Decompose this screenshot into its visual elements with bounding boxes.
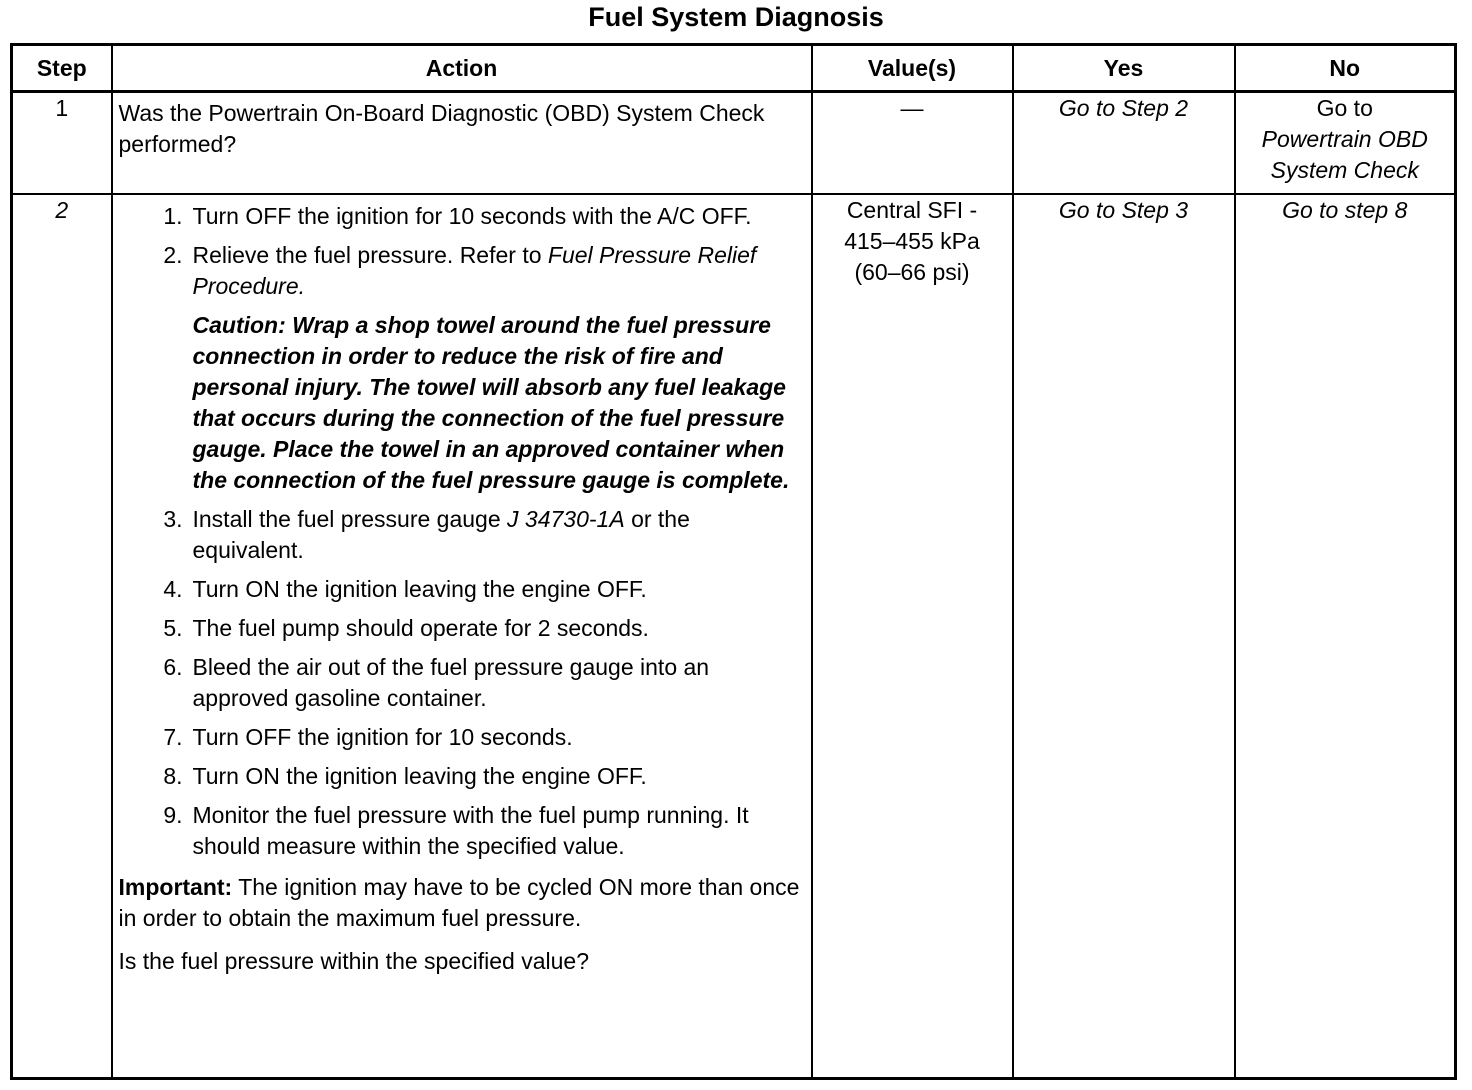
value-line: 415–455 kPa xyxy=(844,228,980,254)
header-no: No xyxy=(1235,45,1456,92)
tool-reference: J 34730-1A xyxy=(507,506,625,532)
list-item xyxy=(149,652,805,714)
item-text: Turn ON the ignition leaving the engine OFF. xyxy=(192,576,647,602)
item-number: 5. xyxy=(163,615,183,641)
item-number: 4. xyxy=(163,576,183,602)
important-note xyxy=(119,872,805,934)
page-title: Fuel System Diagnosis xyxy=(588,2,884,32)
list-item xyxy=(149,761,805,792)
action-cell xyxy=(112,194,812,1079)
item-text: The fuel pump should operate for 2 seconds. xyxy=(192,615,649,641)
yes-link[interactable]: Go to Step 3 xyxy=(1013,194,1235,1079)
no-cell[interactable] xyxy=(1235,92,1456,195)
important-label: Important: xyxy=(118,874,233,900)
diagnosis-table xyxy=(10,43,1457,1080)
item-number: 1. xyxy=(163,203,183,229)
step-number: 2 xyxy=(12,194,112,1079)
action-question: Was the Powertrain On-Board Diagnostic (OBD) System Check performed? xyxy=(118,100,765,157)
table-row xyxy=(12,194,1456,1079)
list-item xyxy=(149,613,805,644)
action-cell xyxy=(112,92,812,195)
value-line: Central SFI - xyxy=(846,197,978,223)
value-cell xyxy=(812,194,1013,1079)
list-item xyxy=(149,201,805,232)
item-number: 9. xyxy=(163,802,183,828)
caution-note: Caution: Wrap a shop towel around the fuel pressure connection in order to reduce the risk of fire and personal injury. The towel will absorb any fuel leakage that occurs during the connection of the fuel pressure gauge. Place the towel in an approved container when the connection of the fuel pressure gauge is complete. xyxy=(192,312,790,493)
item-text: Turn ON the ignition leaving the engine OFF. xyxy=(192,763,647,789)
important-text: The ignition may have to be cycled ON more than once in order to obtain the maximum fuel pressure. xyxy=(118,874,800,931)
item-text: Monitor the fuel pressure with the fuel pump running. It should measure within the specified value. xyxy=(192,802,749,859)
value-line: (60–66 psi) xyxy=(854,259,970,285)
no-link[interactable]: Go to step 8 xyxy=(1235,194,1456,1079)
header-action: Action xyxy=(112,45,812,92)
header-yes: Yes xyxy=(1013,45,1235,92)
no-ref-line-2: System Check xyxy=(1270,157,1419,183)
table-row xyxy=(12,92,1456,195)
item-text: Relieve the fuel pressure. Refer to xyxy=(192,242,548,268)
no-ref-line-1: Powertrain OBD xyxy=(1261,126,1428,152)
value-cell: — xyxy=(812,92,1013,195)
procedure-list xyxy=(119,201,805,302)
step-number: 1 xyxy=(12,92,112,195)
list-item xyxy=(149,504,805,566)
item-text: or the equivalent. xyxy=(192,506,690,563)
list-item xyxy=(149,722,805,753)
procedure-list xyxy=(119,504,805,862)
header-step: Step xyxy=(12,45,112,92)
item-text: Install the fuel pressure gauge xyxy=(192,506,508,532)
list-item xyxy=(149,800,805,862)
item-text: Bleed the air out of the fuel pressure gauge into an approved gasoline container. xyxy=(192,654,710,711)
yes-link[interactable]: Go to Step 2 xyxy=(1013,92,1235,195)
list-item xyxy=(149,240,805,302)
item-number: 2. xyxy=(163,242,183,268)
no-prefix: Go to xyxy=(1316,95,1373,121)
list-item xyxy=(149,574,805,605)
table-header-row xyxy=(12,45,1456,92)
item-number: 8. xyxy=(163,763,183,789)
header-values: Value(s) xyxy=(812,45,1013,92)
item-number: 7. xyxy=(163,724,183,750)
item-text: Turn OFF the ignition for 10 seconds with the A/C OFF. xyxy=(192,203,752,229)
item-number: 3. xyxy=(163,506,183,532)
action-question: Is the fuel pressure within the specified value? xyxy=(118,948,589,974)
item-text: Turn OFF the ignition for 10 seconds. xyxy=(192,724,573,750)
item-number: 6. xyxy=(163,654,183,680)
procedure-reference: Fuel Pressure Relief Procedure. xyxy=(192,242,757,299)
